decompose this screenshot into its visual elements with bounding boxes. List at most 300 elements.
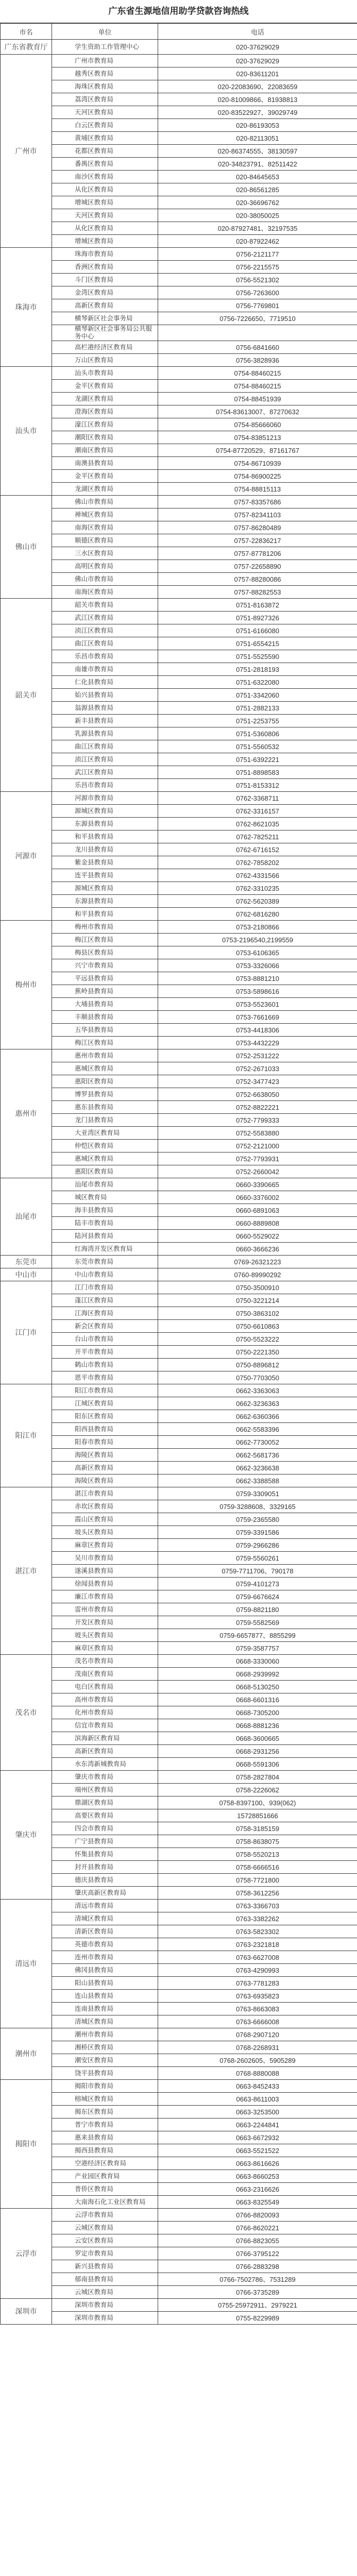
table-row (1, 2106, 357, 2119)
city-name: 阳江市 (1, 1384, 52, 1487)
table-row (1, 1359, 357, 1371)
table-row (1, 856, 357, 869)
phone-number: 0751-2253755 (158, 715, 357, 727)
phone-number: 020-36696762 (158, 196, 357, 209)
table-row (1, 1552, 357, 1565)
unit-name: 南沙区教育局 (52, 171, 158, 183)
unit-name: 乳源县教育局 (52, 727, 158, 740)
unit-name: 台山市教育局 (52, 1333, 158, 1346)
table-row (1, 1191, 357, 1204)
unit-name: 清远市教育局 (52, 1900, 158, 1912)
unit-name: 德庆县教育局 (52, 1874, 158, 1887)
table-row (1, 1668, 357, 1681)
table-row (1, 637, 357, 650)
table-row (1, 1410, 357, 1423)
table-row (1, 1938, 357, 1951)
unit-name: 云城区教育局 (52, 2286, 158, 2299)
unit-name: 三水区教育局 (52, 547, 158, 560)
unit-name: 翁源县教育局 (52, 702, 158, 715)
unit-name: 惠州市教育局 (52, 1049, 158, 1062)
phone-number: 0766-8820093 (158, 2209, 357, 2222)
city-name: 云浮市 (1, 2209, 52, 2299)
unit-name: 江城区教育局 (52, 1397, 158, 1410)
phone-number: 0662-6360366 (158, 1410, 357, 1423)
table-row (1, 779, 357, 792)
table-row (1, 1075, 357, 1088)
phone-number: 0752-2660042 (158, 1165, 357, 1178)
phone-number: 0756-7263600 (158, 286, 357, 299)
phone-number: 0663-8325549 (158, 2196, 357, 2209)
phone-number: 0759-8821180 (158, 1603, 357, 1616)
phone-number: 0662-3363063 (158, 1384, 357, 1397)
table-row (1, 1578, 357, 1590)
table-row (1, 2273, 357, 2286)
unit-name: 怀集县教育局 (52, 1848, 158, 1861)
unit-name: 佛冈县教育局 (52, 1964, 158, 1977)
phone-number: 0759-3391586 (158, 1526, 357, 1539)
table-row (1, 1153, 357, 1165)
unit-name: 高明区教育局 (52, 560, 158, 573)
unit-name: 江门市教育局 (52, 1281, 158, 1294)
unit-name: 横琴新区社会事务局 (52, 312, 158, 325)
phone-number: 0663-8616626 (158, 2157, 357, 2170)
unit-name: 增城区教育局 (52, 196, 158, 209)
unit-name: 肇庆高新区教育局 (52, 1887, 158, 1900)
unit-name: 大南海石化工业区教育局 (52, 2196, 158, 2209)
unit-name: 南海区教育局 (52, 586, 158, 599)
phone-number: 0759-6676624 (158, 1590, 357, 1603)
city-name: 河源市 (1, 792, 52, 921)
unit-name: 湛江市教育局 (52, 1487, 158, 1500)
phone-number: 0752-7799333 (158, 1114, 357, 1127)
table-row (1, 560, 357, 573)
table-row (1, 1024, 357, 1037)
unit-name: 潮南区教育局 (52, 444, 158, 457)
phone-number: 0759-3309051 (158, 1487, 357, 1500)
phone-number: 0763-2321818 (158, 1938, 357, 1951)
table-row (1, 2093, 357, 2106)
unit-name: 揭阳市教育局 (52, 2080, 158, 2093)
unit-name: 东莞市教育局 (52, 1256, 158, 1268)
phone-number: 0663-2316626 (158, 2183, 357, 2196)
phone-number: 0753-4432229 (158, 1037, 357, 1049)
city-name: 茂名市 (1, 1655, 52, 1771)
city-name: 韶关市 (1, 599, 52, 792)
phone-number: 0766-3735289 (158, 2286, 357, 2299)
city-name: 肇庆市 (1, 1771, 52, 1900)
table-row (1, 740, 357, 753)
phone-number: 0762-4331566 (158, 869, 357, 882)
unit-name: 阳山县教育局 (52, 1977, 158, 1990)
phone-number: 020-87922462 (158, 235, 357, 248)
table-row (1, 1462, 357, 1475)
table-row (1, 1268, 357, 1281)
phone-number: 020-86374555、38130597 (158, 145, 357, 158)
unit-name: 汕头市教育局 (52, 367, 158, 380)
unit-name: 东源县教育局 (52, 895, 158, 908)
table-row (1, 325, 357, 341)
phone-number: 0756-3828936 (158, 354, 357, 367)
phone-number: 0751-6166080 (158, 624, 357, 637)
phone-number: 0668-5130250 (158, 1681, 357, 1693)
phone-number: 0750-3863102 (158, 1307, 357, 1320)
unit-name: 梅江区教育局 (52, 1037, 158, 1049)
table-row (1, 959, 357, 972)
phone-number: 0759-2365580 (158, 1513, 357, 1526)
table-row (1, 1951, 357, 1964)
unit-name: 封开县教育局 (52, 1861, 158, 1874)
table-row (1, 2003, 357, 2015)
table-row (1, 1797, 357, 1809)
table-row (1, 2041, 357, 2054)
table-row (1, 1513, 357, 1526)
table-body (1, 40, 357, 2325)
unit-name: 黄埔区教育局 (52, 132, 158, 145)
phone-number: 0759-7711706、790178 (158, 1565, 357, 1578)
phone-number: 0768-2268931 (158, 2041, 357, 2054)
unit-name: 赤坎区教育局 (52, 1500, 158, 1513)
unit-name: 湘桥区教育局 (52, 2041, 158, 2054)
phone-number: 0662-3388588 (158, 1475, 357, 1487)
unit-name: 金湾区教育局 (52, 286, 158, 299)
table-row (1, 367, 357, 380)
city-name: 汕尾市 (1, 1178, 52, 1256)
unit-name: 麻章区教育局 (52, 1539, 158, 1552)
unit-name: 澄海区教育局 (52, 405, 158, 418)
unit-name: 茂名市教育局 (52, 1655, 158, 1668)
phone-number: 020-83522927、39029749 (158, 106, 357, 119)
phone-number: 0750-8896812 (158, 1359, 357, 1371)
phone-number: 0662-7730052 (158, 1436, 357, 1449)
unit-name: 高新区教育局 (52, 1462, 158, 1475)
phone-number: 0756-2121177 (158, 248, 357, 261)
unit-name: 濠江区教育局 (52, 418, 158, 431)
phone-number: 0750-3221214 (158, 1294, 357, 1307)
unit-name: 博罗县教育局 (52, 1088, 158, 1101)
table-row (1, 1333, 357, 1346)
table-row (1, 727, 357, 740)
phone-number: 020-82113051 (158, 132, 357, 145)
unit-name: 雷州市教育局 (52, 1603, 158, 1616)
table-row (1, 1629, 357, 1642)
header-phone: 电话 (158, 24, 357, 40)
unit-name: 云城区教育局 (52, 2222, 158, 2234)
table-row (1, 702, 357, 715)
phone-number: 0752-2671033 (158, 1062, 357, 1075)
unit-name: 惠东县教育局 (52, 1101, 158, 1114)
phone-number: 0668-8881236 (158, 1719, 357, 1732)
table-row (1, 1642, 357, 1655)
table-row (1, 1977, 357, 1990)
phone-number: 0759-5582569 (158, 1616, 357, 1629)
unit-name: 阳江市教育局 (52, 1384, 158, 1397)
hotline-table (0, 23, 357, 2325)
unit-name: 恩平市教育局 (52, 1371, 158, 1384)
province-row (1, 40, 357, 55)
phone-number: 0753-5523601 (158, 998, 357, 1011)
phone-number: 0751-5525590 (158, 650, 357, 663)
phone-number: 0752-6638050 (158, 1088, 357, 1101)
table-row (1, 1848, 357, 1861)
table-row (1, 921, 357, 934)
unit-name: 空港经济区教育局 (52, 2157, 158, 2170)
table-row (1, 1732, 357, 1745)
unit-name: 源城区教育局 (52, 805, 158, 818)
unit-name: 大亚湾区教育局 (52, 1127, 158, 1140)
unit-name: 武江区教育局 (52, 612, 158, 624)
table-header-row (1, 24, 357, 40)
unit-name: 曲江区教育局 (52, 637, 158, 650)
phone-number: 020-37629029 (158, 55, 357, 67)
phone-number: 0763-4290993 (158, 1964, 357, 1977)
phone-number: 0757-22836217 (158, 534, 357, 547)
table-row (1, 261, 357, 274)
unit-name: 陆丰市教育局 (52, 1217, 158, 1230)
table-row (1, 1487, 357, 1500)
unit-name: 滨海新区教育局 (52, 1732, 158, 1745)
city-name: 湛江市 (1, 1487, 52, 1655)
phone-number: 0758-3185159 (158, 1822, 357, 1835)
phone-number: 0766-3795122 (158, 2247, 357, 2260)
table-row (1, 299, 357, 312)
unit-name: 武江区教育局 (52, 766, 158, 779)
phone-number: 0758-8397100、939(062) (158, 1797, 357, 1809)
phone-number: 0759-3288608、3329165 (158, 1500, 357, 1513)
phone-number: 15728851666 (158, 1809, 357, 1822)
phone-number: 0769-26321223 (158, 1256, 357, 1268)
table-row (1, 599, 357, 612)
city-name: 汕头市 (1, 367, 52, 496)
phone-number: 0755-8229989 (158, 2312, 357, 2325)
phone-number: 0753-2180866 (158, 921, 357, 934)
table-row (1, 1011, 357, 1024)
phone-number: 0759-6657877、8855299 (158, 1629, 357, 1642)
unit-name: 霞山区教育局 (52, 1513, 158, 1526)
table-row (1, 274, 357, 286)
table-row (1, 1681, 357, 1693)
unit-name: 电白区教育局 (52, 1681, 158, 1693)
table-row (1, 612, 357, 624)
phone-number: 0750-5523222 (158, 1333, 357, 1346)
phone-number: 0759-2966286 (158, 1539, 357, 1552)
unit-name: 梅州市教育局 (52, 921, 158, 934)
unit-name: 高要区教育局 (52, 1809, 158, 1822)
table-row (1, 341, 357, 354)
table-row (1, 2247, 357, 2260)
table-row (1, 882, 357, 895)
city-name: 佛山市 (1, 496, 52, 599)
unit-name: 曲江区教育局 (52, 740, 158, 753)
phone-number: 0750-6610863 (158, 1320, 357, 1333)
phone-number: 0753-8881210 (158, 972, 357, 985)
phone-number: 0663-3253500 (158, 2106, 357, 2119)
phone-number: 0759-4101273 (158, 1578, 357, 1590)
phone-number: 0762-3368711 (158, 792, 357, 805)
unit-name: 新会区教育局 (52, 1320, 158, 1333)
unit-name: 新丰县教育局 (52, 715, 158, 727)
unit-name: 高新区教育局 (52, 299, 158, 312)
unit-name: 珠海市教育局 (52, 248, 158, 261)
unit-name: 徐闻县教育局 (52, 1578, 158, 1590)
table-row (1, 235, 357, 248)
unit-name: 四会市教育局 (52, 1822, 158, 1835)
phone-number: 0754-86900225 (158, 470, 357, 483)
phone-number: 0751-8927326 (158, 612, 357, 624)
phone-number: 0668-6601316 (158, 1693, 357, 1706)
table-row (1, 380, 357, 393)
phone-number: 0756-6841660 (158, 341, 357, 354)
unit-name: 和平县教育局 (52, 831, 158, 843)
phone-number: 0668-5591306 (158, 1758, 357, 1771)
unit-name: 斗门区教育局 (52, 274, 158, 286)
phone-number: 0663-8660253 (158, 2170, 357, 2183)
unit-name: 郁南县教育局 (52, 2273, 158, 2286)
city-name: 东莞市 (1, 1256, 52, 1268)
unit-name: 惠城区教育局 (52, 1153, 158, 1165)
table-row (1, 1346, 357, 1359)
unit-name: 新兴县教育局 (52, 2260, 158, 2273)
unit-name: 惠城区教育局 (52, 1062, 158, 1075)
phone-number: 0763-6666008 (158, 2015, 357, 2028)
table-row (1, 444, 357, 457)
unit-name: 源城区教育局 (52, 882, 158, 895)
phone-number: 0662-3236638 (158, 1462, 357, 1475)
phone-number: 0758-8638075 (158, 1835, 357, 1848)
unit-name: 五华县教育局 (52, 1024, 158, 1037)
table-row (1, 1900, 357, 1912)
table-row (1, 624, 357, 637)
table-row (1, 171, 357, 183)
table-row (1, 93, 357, 106)
table-row (1, 1243, 357, 1256)
phone-number: 0768-2907120 (158, 2028, 357, 2041)
unit-name: 大埔县教育局 (52, 998, 158, 1011)
table-row (1, 1217, 357, 1230)
phone-number: 020-83611201 (158, 67, 357, 80)
phone-number: 0766-8620221 (158, 2222, 357, 2234)
unit-name: 佛山市教育局 (52, 496, 158, 509)
city-name: 广州市 (1, 55, 52, 248)
phone-number: 0763-6935823 (158, 1990, 357, 2003)
table-row (1, 2312, 357, 2325)
table-row (1, 818, 357, 831)
phone-number: 0668-3330060 (158, 1655, 357, 1668)
unit-name: 天河区教育局 (52, 106, 158, 119)
phone-number: 020-86193053 (158, 119, 357, 132)
phone-number: 0762-5620389 (158, 895, 357, 908)
unit-name: 英德市教育局 (52, 1938, 158, 1951)
table-row (1, 119, 357, 132)
unit-name: 清城区教育局 (52, 2015, 158, 2028)
table-row (1, 2260, 357, 2273)
unit-name: 深圳市教育局 (52, 2299, 158, 2312)
phone-number: 0751-6322080 (158, 676, 357, 689)
phone-number: 0752-2121000 (158, 1140, 357, 1153)
city-name: 中山市 (1, 1268, 52, 1281)
table-row (1, 2131, 357, 2144)
unit-name: 梅江区教育局 (52, 934, 158, 946)
table-row (1, 792, 357, 805)
table-row (1, 1912, 357, 1925)
table-row (1, 1062, 357, 1075)
phone-number: 0757-82341103 (158, 509, 357, 521)
unit-name: 河源市教育局 (52, 792, 158, 805)
phone-number: 020-86561285 (158, 183, 357, 196)
phone-number: 020-38050025 (158, 209, 357, 222)
unit-name: 海陵区教育局 (52, 1449, 158, 1462)
table-row (1, 1384, 357, 1397)
unit-name: 始兴县教育局 (52, 689, 158, 702)
phone-number: 0660-8889808 (158, 1217, 357, 1230)
phone-number: 0756-7226650、7719510 (158, 312, 357, 325)
header-city: 市名 (1, 24, 52, 40)
phone-number: 0762-6816280 (158, 908, 357, 921)
unit-name: 从化区教育局 (52, 222, 158, 235)
unit-name: 潮阳区教育局 (52, 431, 158, 444)
phone-number: 0766-8823055 (158, 2234, 357, 2247)
table-row (1, 650, 357, 663)
table-row (1, 1140, 357, 1153)
table-row (1, 1874, 357, 1887)
unit-name: 万山区教育局 (52, 354, 158, 367)
table-row (1, 222, 357, 235)
unit-name: 阳春市教育局 (52, 1436, 158, 1449)
unit-name: 乐昌市教育局 (52, 650, 158, 663)
table-row (1, 2015, 357, 2028)
table-row (1, 457, 357, 470)
table-row (1, 196, 357, 209)
phone-number: 0750-7703050 (158, 1371, 357, 1384)
unit-name: 云安区教育局 (52, 2234, 158, 2247)
phone-number (158, 325, 357, 341)
table-row (1, 934, 357, 946)
phone-number: 0762-8621035 (158, 818, 357, 831)
phone-number: 0756-7769801 (158, 299, 357, 312)
table-row (1, 689, 357, 702)
phone-number: 0751-3342060 (158, 689, 357, 702)
phone-number: 0660-5529022 (158, 1230, 357, 1243)
table-row (1, 2028, 357, 2041)
unit-name: 花都区教育局 (52, 145, 158, 158)
unit-name: 阳西县教育局 (52, 1423, 158, 1436)
province-name: 广东省教育厅 (1, 40, 52, 55)
unit-name: 龙湖区教育局 (52, 393, 158, 405)
table-row (1, 586, 357, 599)
phone-number: 0762-7825211 (158, 831, 357, 843)
phone-number: 0668-7305200 (158, 1706, 357, 1719)
phone-number: 0750-3500910 (158, 1281, 357, 1294)
phone-number: 0757-22658890 (158, 560, 357, 573)
unit-name: 丰顺县教育局 (52, 1011, 158, 1024)
phone-number: 0662-5681736 (158, 1449, 357, 1462)
unit-name: 天河区教育局 (52, 209, 158, 222)
phone-number: 0754-83613007、87270632 (158, 405, 357, 418)
unit-name: 梅县区教育局 (52, 946, 158, 959)
phone-number: 0758-7721800 (158, 1874, 357, 1887)
table-row (1, 509, 357, 521)
phone-number: 0757-86280489 (158, 521, 357, 534)
table-row (1, 753, 357, 766)
phone-number: 0754-88460215 (158, 367, 357, 380)
unit-name: 连山县教育局 (52, 1990, 158, 2003)
unit-name: 香洲区教育局 (52, 261, 158, 274)
unit-name: 南澳县教育局 (52, 457, 158, 470)
unit-name: 仁化县教育局 (52, 676, 158, 689)
phone-number: 0759-3587757 (158, 1642, 357, 1655)
phone-number: 0760-89990292 (158, 1268, 357, 1281)
table-row (1, 1294, 357, 1307)
unit-name: 广宁县教育局 (52, 1835, 158, 1848)
